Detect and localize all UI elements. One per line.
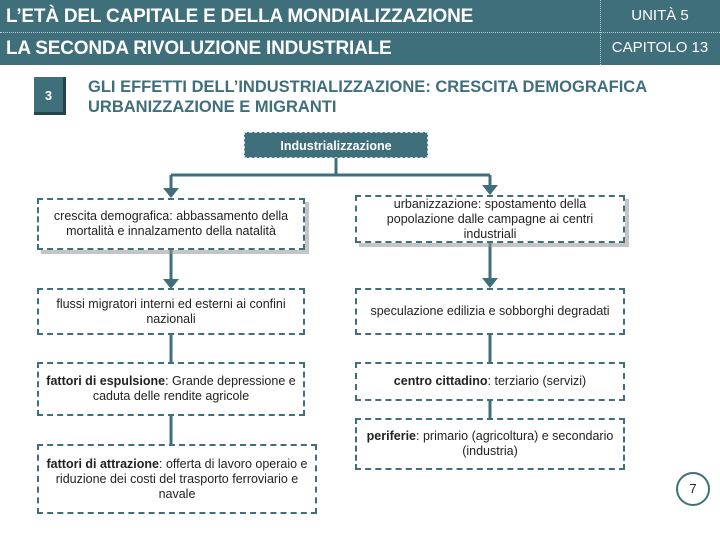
attrazione-text: : offerta di lavoro operaio e riduzione dei costi del trasporto ferroviario e navale	[55, 456, 308, 501]
periferie-text: : primario (agricoltura) e secondario (industria)	[416, 429, 614, 458]
espulsione-term: fattori di espulsione	[46, 374, 166, 388]
root-node-industrializzazione: Industrializzazione	[244, 132, 428, 158]
node-crescita-text: crescita demografica: abbassamento della mortalità e innalzamento della natalità	[53, 209, 289, 238]
node-attrazione-content	[45, 457, 309, 502]
centro-text: : terziario (servizi)	[487, 374, 587, 388]
node-flussi-migratori	[37, 288, 305, 335]
chapter-label: CAPITOLO 13	[611, 39, 709, 56]
attrazione-term: fattori di attrazione	[46, 456, 160, 471]
node-speculazione-edilizia	[355, 288, 625, 335]
periferie-term: periferie	[366, 429, 417, 443]
arrow-right-1	[482, 185, 498, 195]
arrow-right-2	[482, 278, 498, 288]
espulsione-text: : Grande depressione e caduta delle rendite agricole	[92, 374, 296, 403]
subtitle: LA SECONDA RIVOLUZIONE INDUSTRIALE	[6, 38, 392, 59]
section-number-badge: 3	[34, 77, 66, 115]
node-flussi-text: flussi migratori interni ed esterni ai confini nazionali	[56, 296, 286, 326]
node-urbanizzazione	[355, 195, 625, 243]
node-crescita-demografica	[37, 198, 305, 250]
unit-label: UNITÀ 5	[631, 7, 689, 24]
node-fattori-espulsione	[37, 362, 305, 416]
node-speculazione-text: speculazione edilizia e sobborghi degradati	[370, 304, 610, 318]
centro-term: centro cittadino	[393, 374, 488, 388]
node-espulsione-content	[45, 374, 297, 404]
node-periferie	[355, 418, 625, 470]
node-urbanizzazione-text: urbanizzazione: spostamento della popolazione dalle campagne ai centri industriali	[386, 196, 594, 241]
arrow-left-1	[163, 188, 179, 198]
node-centro-content	[394, 374, 586, 389]
node-periferie-content	[363, 429, 617, 459]
node-centro-cittadino	[355, 362, 625, 401]
node-fattori-attrazione	[37, 444, 317, 514]
section-title: GLI EFFETTI DELL’INDUSTRIALIZZAZIONE: CRESCITA DEMOGRAFICA URBANIZZAZIONE E MIGRANTI	[88, 78, 647, 116]
chapter-title: L’ETÀ DEL CAPITALE E DELLA MONDIALIZZAZIONE	[6, 6, 474, 27]
page-number-badge: 7	[676, 472, 710, 506]
